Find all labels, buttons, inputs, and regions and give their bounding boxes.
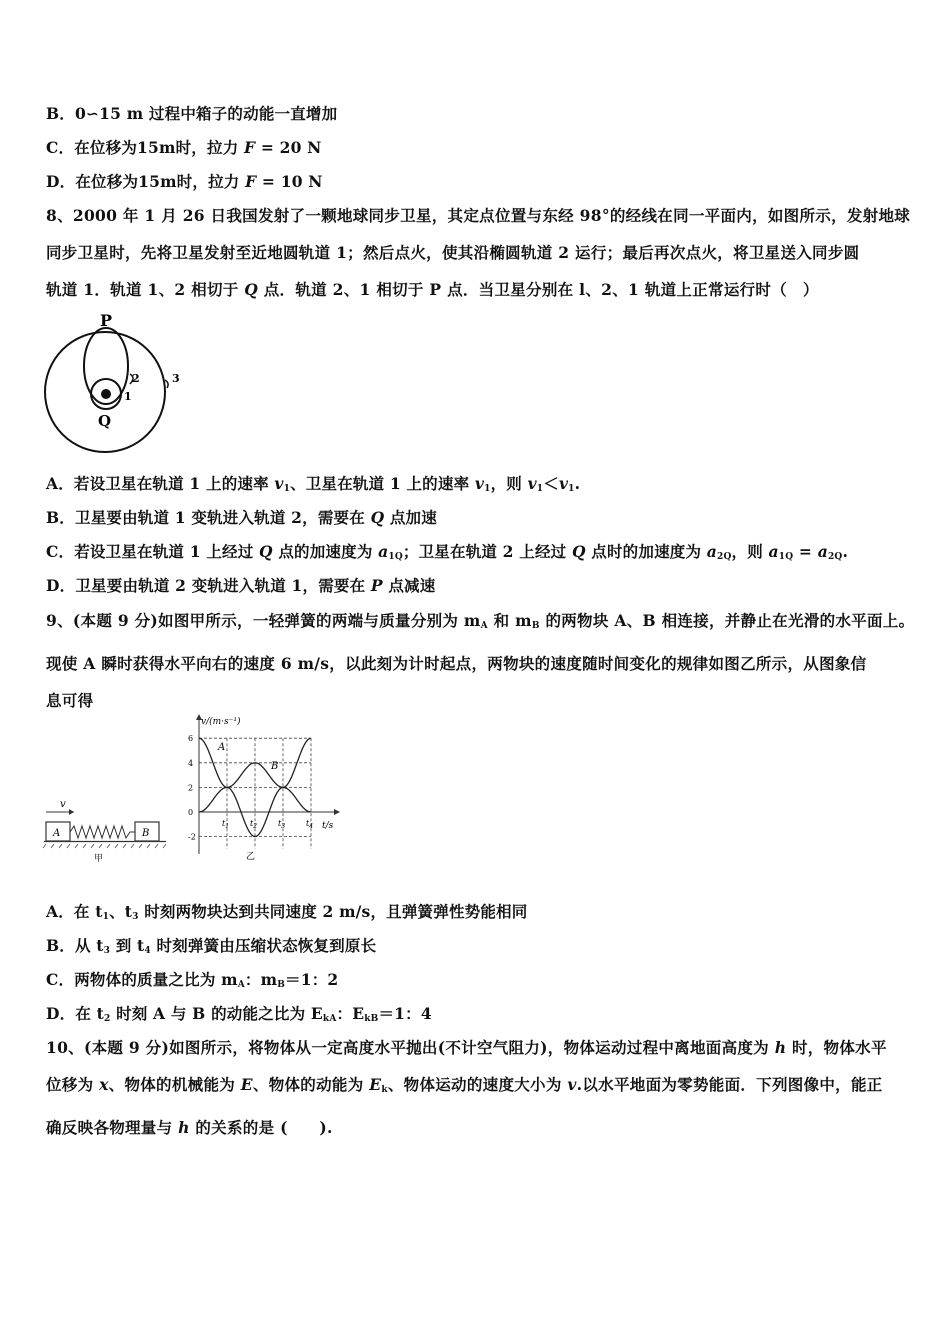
q8-option-c: C．若设卫星在轨道 1 上经过 Q 点的加速度为 $a_{1Q}$；卫星在轨道 2 上经过 Q 点时的加速度为 $a_{2Q}$，则 $a_{1Q} = a_{2Q}$. [46,542,849,562]
q10-stem: 10、(本题 9 分)如图所示，将物体从一定高度水平抛出(不计空气阻力)，物体运动过程中离地面高度为 h 时，物体水平 位移为 x、物体的机械能为 E、物体的动能为 $E_k$、物体运动的速度大小为 v.以水平地面为零势能面．下列图像中，能正 确反映各物理量与 h 的关系的是 ( ). [46,1038,887,1137]
q7-option-c: C．在位移为15m时，拉力 F = 20 N [46,138,322,157]
curve-a-label: A [218,742,226,753]
y-tick-label: 0 [188,808,194,817]
y-tick-label: 2 [188,783,194,793]
q8-option-a: A．若设卫星在轨道 1 上的速率 $v_1$、卫星在轨道 1 上的速率 $v_1$，则 $v_1<v_1$. [46,474,581,494]
q8-option-d: D．卫星要由轨道 2 变轨进入轨道 1，需要在 P 点减速 [46,576,436,595]
q9-option-a: A．在 $t_1$、$t_3$ 时刻两物块达到共同速度 2 m/s，且弹簧弹性势能相同 [46,902,528,922]
q9-stem: 9、(本题 9 分)如图甲所示，一轻弹簧的两端与质量分别为 $m_A$ 和 $m_B$ 的两物块 A、B 相连接，并静止在光滑的水平面上。 现使 A 瞬时获得水平向右的速度 6 m/s，以此刻为计时起点，两物块的速度随时间变化的规律如图乙所示，从图象信 息可得 [46,611,915,710]
label-p: P [100,311,113,330]
x-tick-label: $t_1$ [222,819,230,830]
x-axis-label: t/s [322,821,334,831]
spring [70,826,135,838]
y-axis-label: v/(m·s⁻¹) [201,717,241,727]
q8-option-b: B．卫星要由轨道 1 变轨进入轨道 2，需要在 Q 点加速 [46,508,437,527]
curve-b-label: B [271,761,279,772]
earth-dot [101,389,111,399]
x-tick-label: $t_4$ [306,819,314,830]
caption-jia: 甲 [94,854,104,864]
block-b-label: B [142,828,150,839]
q8-stem: 8、2000 年 1 月 26 日我国发射了一颗地球同步卫星，其定点位置与东经 98°的经线在同一平面内，如图所示，发射地球 同步卫星时，先将卫星发射至近地圆轨道 1；然后点火，使其沿椭圆轨道 2 运行；最后再次点火，将卫星送入同步圆 轨道 1．轨道 1、2 相切于 Q 点．轨道 2、1 相切于 P 点．当卫星分别在 l、2、1 轨道上正常运行时（ ） [46,206,911,299]
q7-option-d: D．在位移为15m时，拉力 F = 10 N [46,172,323,191]
caption-yi: 乙 [246,852,256,862]
q9-option-c: C．两物体的质量之比为 $m_A$：$m_B=1$：2 [46,970,339,990]
label-q: Q [98,412,112,430]
y-tick-label: 6 [188,734,194,744]
x-tick-label: $t_3$ [278,819,286,830]
q9-option-d: D．在 $t_2$ 时刻 A 与 B 的动能之比为 $E_{kA}$：$E_{kB}=1$：4 [46,1004,432,1024]
label-3: 3 [172,372,180,385]
q9-vt-chart [180,712,350,862]
block-a-label: A [53,828,61,839]
label-1: 1 [124,390,132,403]
q7-option-b: B．0∽15 m 过程中箱子的动能一直增加 [46,104,338,123]
label-2: 2 [132,372,140,385]
q9-spring-figure [40,795,180,865]
q8-orbit-figure [40,308,200,460]
y-tick-label: -2 [188,832,196,842]
x-tick-label: $t_2$ [250,819,258,830]
velocity-label: v [60,799,66,810]
q9-option-b: B．从 $t_3$ 到 $t_4$ 时刻弹簧由压缩状态恢复到原长 [46,936,377,956]
y-tick-label: 4 [188,758,194,768]
